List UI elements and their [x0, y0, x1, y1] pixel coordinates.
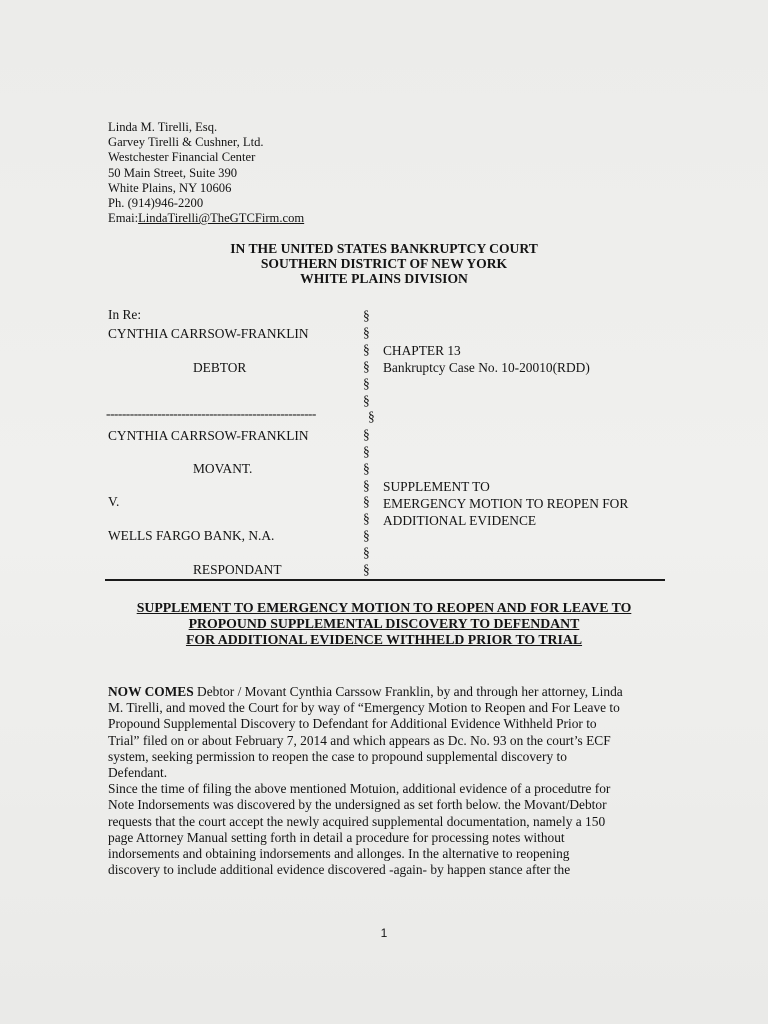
section-mark: §	[363, 461, 370, 476]
attorney-street: 50 Main Street, Suite 390	[108, 165, 238, 180]
caption-debtor-label: DEBTOR	[193, 360, 247, 375]
email-label: Emai:	[108, 211, 139, 226]
body-line: Propound Supplemental Discovery to Defendant for Additional Evidence Withheld Prior to	[108, 716, 597, 732]
section-mark: §	[363, 478, 370, 493]
attorney-city: White Plains, NY 10606	[108, 180, 232, 195]
page-number: 1	[380, 926, 388, 940]
attorney-phone: Ph. (914)946-2200	[108, 196, 204, 211]
section-mark: §	[363, 325, 370, 340]
section-mark: §	[363, 494, 370, 509]
section-mark: §	[363, 359, 370, 374]
caption-chapter: CHAPTER 13	[383, 343, 461, 358]
caption-rule	[105, 579, 665, 581]
motion-title-line-1: SUPPLEMENT TO EMERGENCY MOTION TO REOPEN AND FOR LEAVE TO	[136, 600, 632, 615]
caption-supplement-1: SUPPLEMENT TO	[383, 479, 490, 494]
attorney-firm: Garvey Tirelli & Cushner, Ltd.	[108, 135, 264, 150]
motion-title-line-2: PROPOUND SUPPLEMENTAL DISCOVERY TO DEFENDANT	[188, 616, 580, 631]
lead-phrase: NOW COMES	[108, 684, 194, 699]
motion-title	[0, 600, 768, 648]
caption-versus: V.	[108, 494, 120, 509]
caption-movant-name: CYNTHIA CARRSOW-FRANKLIN	[108, 428, 309, 443]
section-mark: §	[368, 409, 375, 424]
section-mark: §	[363, 528, 370, 543]
body-line: Trial” filed on or about February 7, 2014 and which appears as Dc. No. 93 on the court’s ECF	[108, 732, 611, 748]
body-line: page Attorney Manual setting forth in detail a procedure for processing notes without	[108, 829, 565, 845]
body-line: NOW COMES Debtor / Movant Cynthia Carssow Franklin, by and through her attorney, Linda	[108, 684, 623, 699]
caption-respondent-label: RESPONDANT	[193, 562, 282, 577]
court-heading	[0, 241, 768, 287]
section-mark: §	[363, 308, 370, 323]
caption-respondent-name: WELLS FARGO BANK, N.A.	[108, 528, 275, 543]
body-text	[108, 684, 708, 878]
section-mark: §	[363, 545, 370, 560]
motion-title-line-3: FOR ADDITIONAL EVIDENCE WITHHELD PRIOR TO TRIAL	[185, 632, 583, 647]
section-mark: §	[363, 342, 370, 357]
section-mark: §	[363, 393, 370, 408]
body-line: discovery to include additional evidence discovered -again- by happen stance after the	[108, 862, 571, 878]
section-mark: §	[363, 427, 370, 442]
section-mark: §	[363, 562, 370, 577]
body-line: Defendant.	[108, 765, 168, 781]
attorney-center: Westchester Financial Center	[108, 150, 256, 165]
section-mark: §	[363, 444, 370, 459]
caption-supplement-2: EMERGENCY MOTION TO REOPEN FOR	[383, 496, 629, 511]
caption-divider: -----------------------------------------------------	[106, 406, 316, 421]
section-mark: §	[363, 376, 370, 391]
court-line-1: IN THE UNITED STATES BANKRUPTCY COURT	[230, 241, 538, 256]
body-line: indorsements and obtaining indorsements and allonges. In the alternative to reopening	[108, 846, 570, 862]
body-line: system, seeking permission to reopen the case to propound supplemental discovery to	[108, 748, 567, 764]
court-line-3: WHITE PLAINS DIVISION	[300, 271, 468, 287]
court-line-2: SOUTHERN DISTRICT OF NEW YORK	[260, 256, 508, 272]
body-line: Since the time of filing the above mentioned Motuion, additional evidence of a procedutre for	[108, 781, 611, 797]
section-mark: §	[363, 511, 370, 526]
body-line: requests that the court accept the newly acquired supplemental documentation, namely a 150	[108, 813, 606, 829]
attorney-name: Linda M. Tirelli, Esq.	[108, 120, 218, 134]
body-line: M. Tirelli, and moved the Court for by way of “Emergency Motion to Reopen and For Leave to	[108, 700, 620, 716]
caption-debtor-name: CYNTHIA CARRSOW-FRANKLIN	[108, 326, 309, 341]
caption-movant-label: MOVANT.	[193, 461, 253, 476]
caption-case-number: Bankruptcy Case No. 10-20010(RDD)	[383, 360, 590, 375]
body-line: Note Indorsements was discovered by the undersigned as set forth below. the Movant/Debtor	[108, 797, 607, 813]
caption-in-re: In Re:	[108, 307, 142, 322]
attorney-email-line	[108, 211, 304, 226]
attorney-header	[108, 120, 304, 226]
email-link[interactable]: LindaTirelli@TheGTCFirm.com	[138, 211, 305, 226]
caption-supplement-3: ADDITIONAL EVIDENCE	[383, 513, 537, 528]
